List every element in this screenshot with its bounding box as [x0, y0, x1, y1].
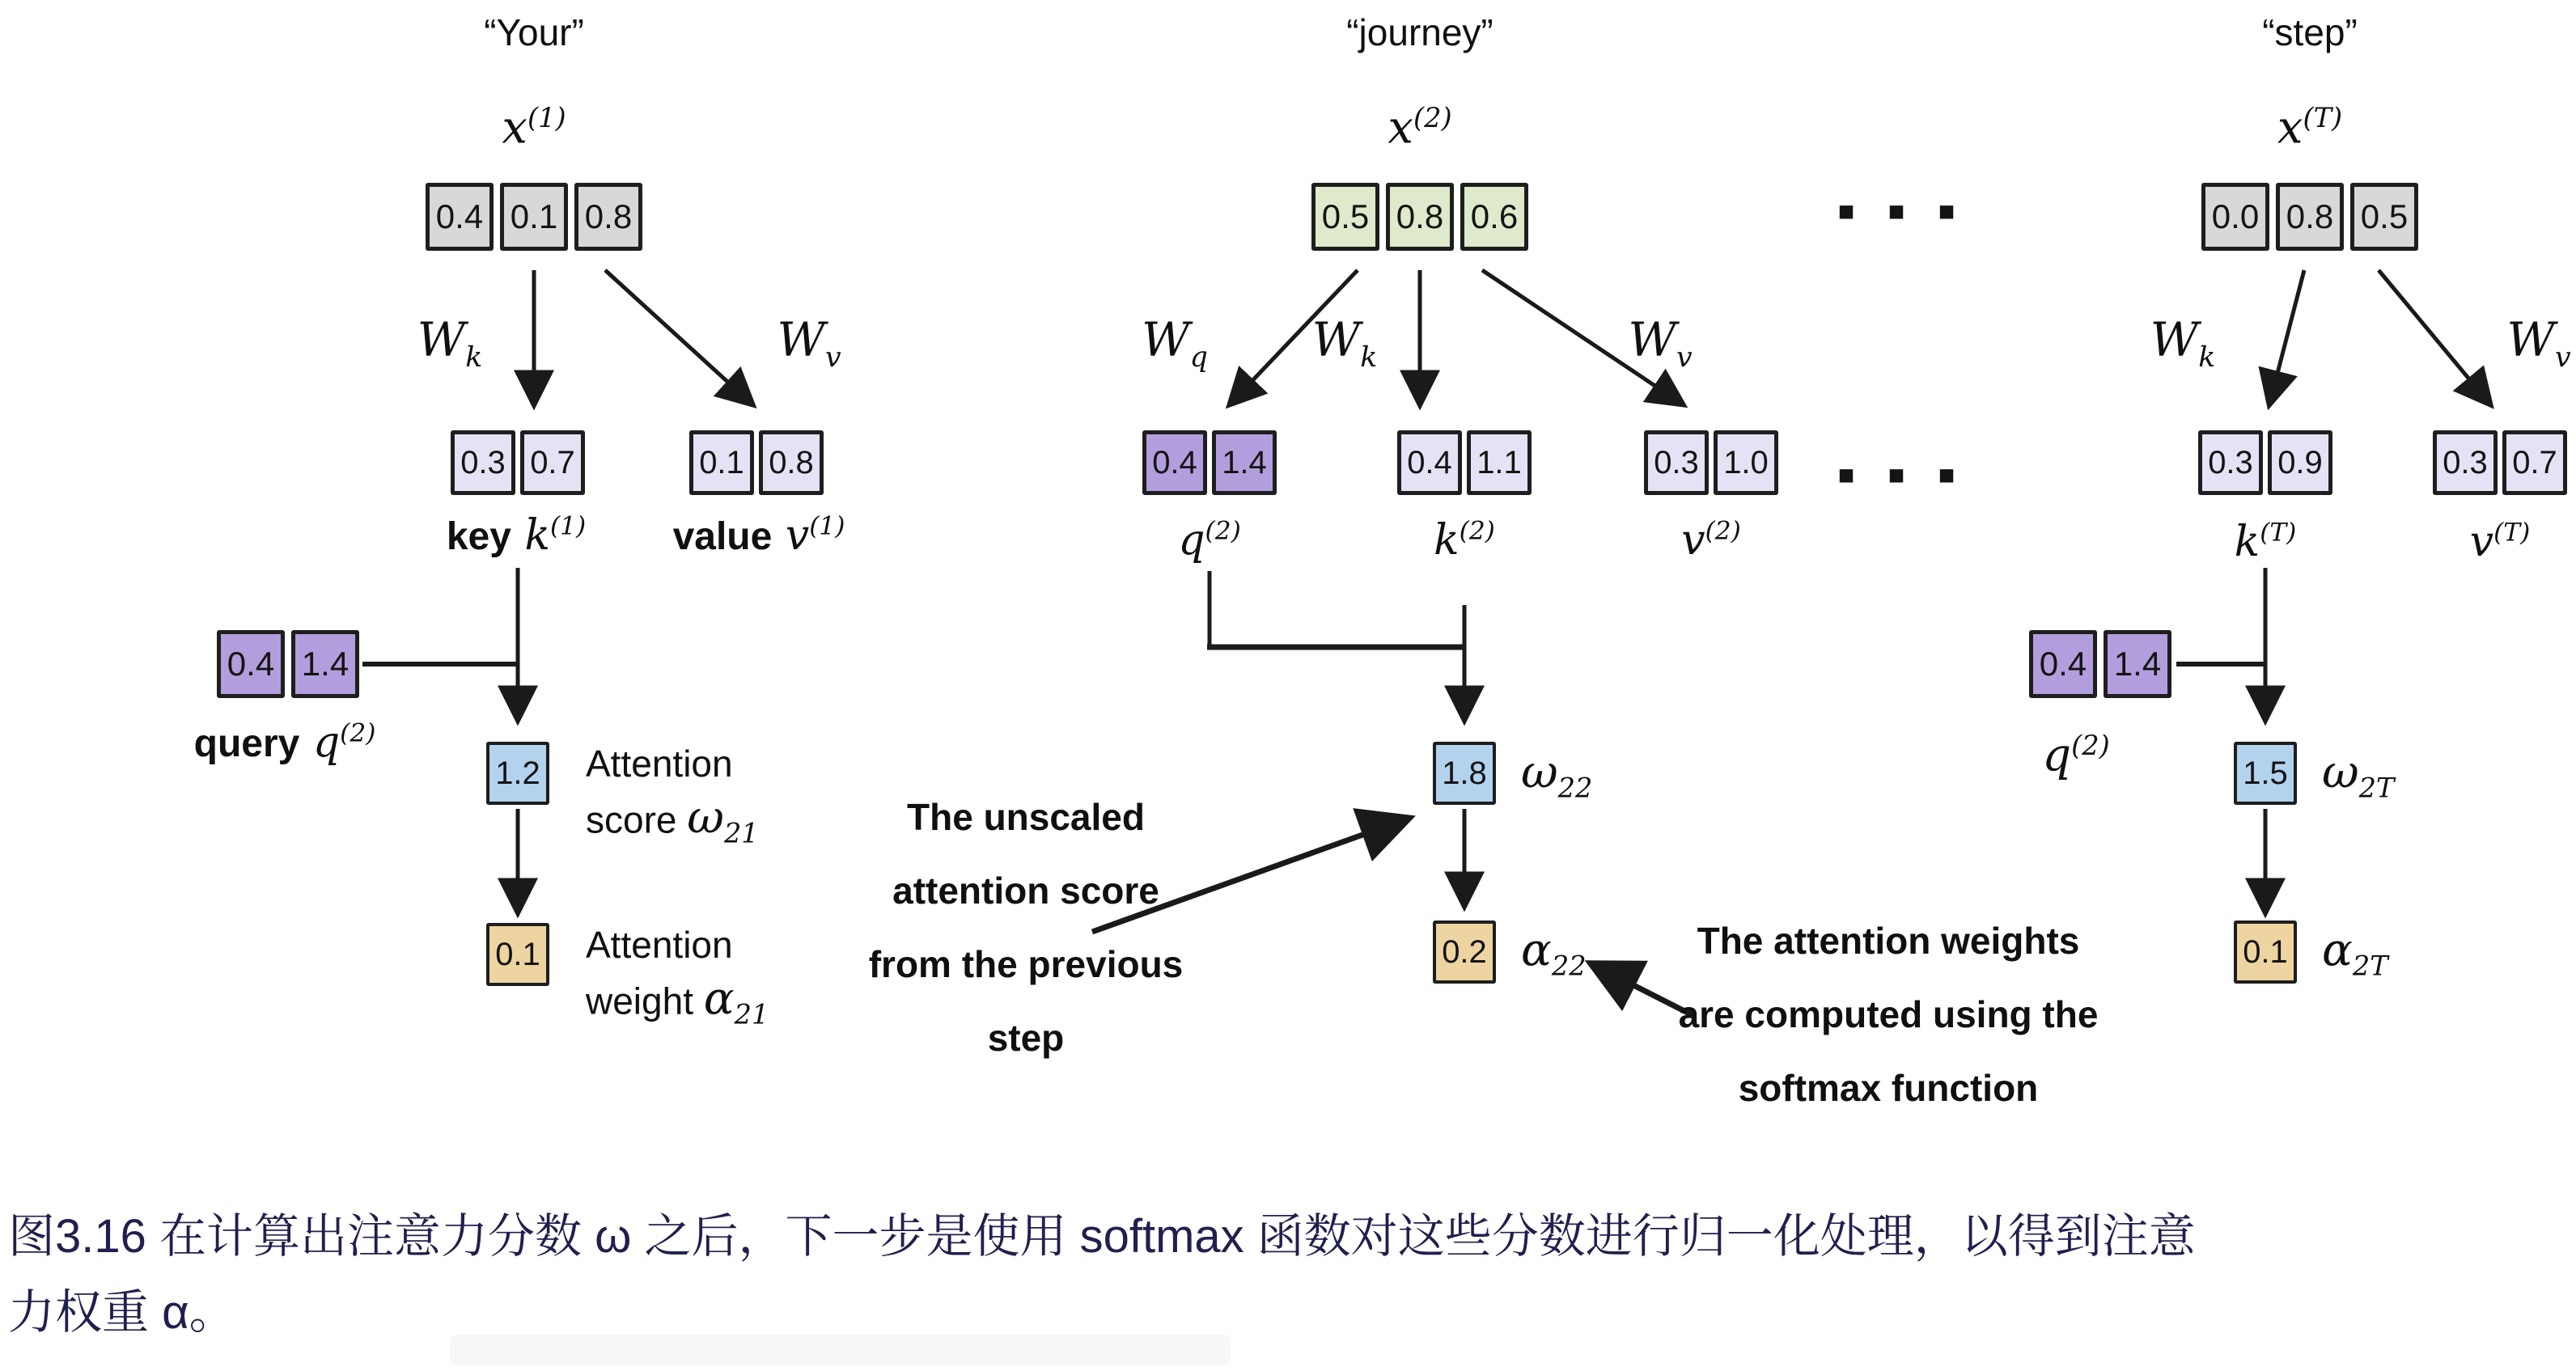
annotation-line: from the previous [868, 943, 1184, 985]
q2-cell: 1.4 [1212, 430, 1277, 495]
value1-vector [689, 430, 824, 495]
query-cell: 1.4 [291, 630, 359, 698]
attention-score-box-2T: 1.5 [2234, 742, 2297, 805]
omega-22-label: $\omega_{22}$ [1521, 746, 1593, 804]
attention-weight-box-2T: 0.1 [2234, 921, 2297, 984]
x2-vector [1311, 183, 1528, 251]
wk-label-col2: $W_k$ [1311, 312, 1378, 374]
token-step: “step” [2262, 11, 2358, 53]
omega-2T-label: $\omega_{2T}$ [2322, 746, 2395, 804]
annotation-softmax-weights [1679, 904, 2099, 1125]
x2-cell: 0.8 [1386, 183, 1454, 251]
xT-label: $x^{(T)}$ [2277, 101, 2343, 154]
key1-vector [451, 430, 585, 495]
x2-cell: 0.5 [1311, 183, 1379, 251]
xT-cell: 0.0 [2201, 183, 2269, 251]
annotation-line: The unscaled [907, 796, 1145, 838]
wq-label-col2: $W_q$ [1142, 312, 1208, 374]
attention-score-box-21: 1.2 [486, 742, 549, 805]
q2-right-label: $q^{(2)}$ [2042, 729, 2110, 782]
q2-label: $q^{(2)}$ [1178, 516, 1241, 565]
alpha-22-label: $\alpha_{22}$ [1521, 924, 1587, 982]
x1-label: $x^{(1)}$ [502, 101, 566, 154]
x1-cell: 0.4 [426, 183, 494, 251]
query-vector [217, 630, 359, 698]
vT-label: $v^{(T)}$ [2469, 518, 2531, 566]
x1-cell: 0.1 [500, 183, 568, 251]
q2-right-cell: 1.4 [2104, 630, 2171, 698]
key1-cell: 0.7 [520, 430, 585, 495]
kT-cell: 0.3 [2198, 430, 2263, 495]
x2-cell: 0.6 [1460, 183, 1528, 251]
kT-vector [2198, 430, 2332, 495]
annotation-line: softmax function [1738, 1067, 2039, 1109]
key1-label: key $k^{(1)}$ [446, 511, 587, 560]
query-cell: 0.4 [217, 630, 285, 698]
annotation-line: The attention weights [1697, 920, 2080, 962]
kT-cell: 0.9 [2268, 430, 2332, 495]
value1-cell: 0.1 [689, 430, 754, 495]
value1-cell: 0.8 [759, 430, 824, 495]
attention-score-box-22: 1.8 [1433, 742, 1496, 805]
v2-cell: 1.0 [1714, 430, 1778, 495]
attention-score-caption-line2: score $\omega_{21}$ [586, 791, 759, 849]
figure-caption-line1: 图3.16 在计算出注意力分数 ω 之后，下一步是使用 softmax 函数对这些分数进行归一化处理，以得到注意 [8, 1210, 2196, 1263]
k2-cell: 0.4 [1397, 430, 1462, 495]
wk-label-col3: $W_k$ [2150, 312, 2216, 374]
attention-score-caption-line1: Attention [586, 743, 733, 785]
wv-label-col2: $W_v$ [1628, 312, 1693, 374]
query-label: query $q^{(2)}$ [193, 718, 376, 767]
q2-right-cell: 0.4 [2029, 630, 2097, 698]
token-journey: “journey” [1346, 11, 1493, 53]
k2-cell: 1.1 [1467, 430, 1532, 495]
wk-label-col1: $W_k$ [417, 312, 483, 374]
attention-weight-box-21: 0.1 [486, 923, 549, 986]
q2-cell: 0.4 [1142, 430, 1207, 495]
x1-vector [426, 183, 642, 251]
annotation-line: attention score [892, 870, 1159, 912]
q2-vector-right [2029, 630, 2171, 698]
v2-label: $v^{(2)}$ [1681, 516, 1741, 565]
vT-cell: 0.3 [2433, 430, 2498, 495]
x1-cell: 0.8 [574, 183, 642, 251]
q2-vector [1142, 430, 1277, 495]
ellipsis-dots: ■ ■ ■ [1837, 196, 1968, 227]
token-your: “Your” [484, 11, 584, 53]
vT-cell: 0.7 [2502, 430, 2567, 495]
xT-vector [2201, 183, 2418, 251]
attention-weight-caption-line1: Attention [586, 924, 733, 966]
key1-cell: 0.3 [451, 430, 515, 495]
ellipsis-dots: ■ ■ ■ [1837, 459, 1968, 491]
figure-caption-line2: 力权重 α。 [8, 1286, 236, 1339]
k2-vector [1397, 430, 1532, 495]
x2-label: $x^{(2)}$ [1388, 101, 1452, 154]
value1-label: value $v^{(1)}$ [672, 511, 845, 560]
v2-vector [1644, 430, 1778, 495]
attention-weight-box-22: 0.2 [1433, 921, 1496, 984]
xT-cell: 0.8 [2276, 183, 2344, 251]
xT-cell: 0.5 [2350, 183, 2418, 251]
kT-label: $k^{(T)}$ [2234, 518, 2297, 566]
figure-caption [8, 1199, 2196, 1351]
wv-label-col3: $W_v$ [2506, 312, 2571, 374]
alpha-2T-label: $\alpha_{2T}$ [2322, 924, 2388, 982]
annotation-line: are computed using the [1678, 993, 2099, 1035]
attention-weight-caption-line2: weight $\alpha_{21}$ [586, 972, 769, 1031]
vT-vector [2433, 430, 2567, 495]
annotation-line: step [987, 1017, 1065, 1059]
annotation-unscaled-score [869, 781, 1184, 1075]
v2-cell: 0.3 [1644, 430, 1709, 495]
wv-label-col1: $W_v$ [777, 312, 841, 374]
k2-label: $k^{(2)}$ [1434, 516, 1495, 565]
